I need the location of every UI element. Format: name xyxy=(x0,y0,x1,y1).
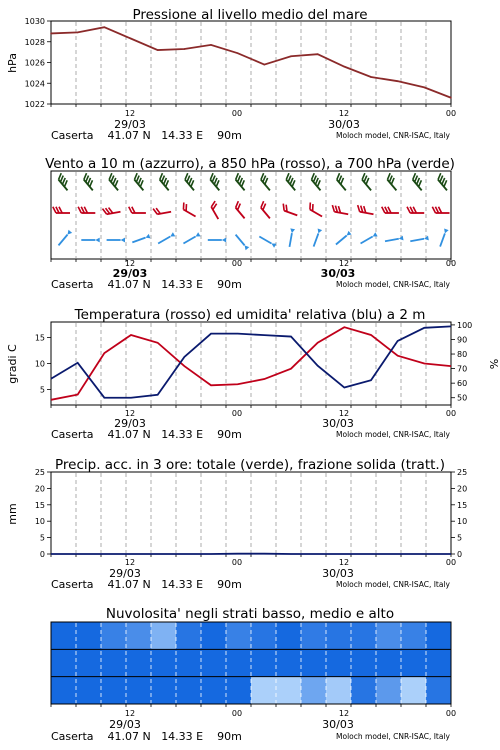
wind-arrow-shaft xyxy=(259,237,271,244)
cloud-cell-medio xyxy=(51,649,77,676)
wind-barb-feather xyxy=(138,178,141,184)
wind-barb-shaft xyxy=(211,207,218,219)
wind-barb-700hpa xyxy=(413,173,422,190)
wind-barb-feather xyxy=(134,173,137,179)
wind-barb-feather xyxy=(442,178,445,184)
wind-barb-feather xyxy=(166,180,169,186)
pressure-point xyxy=(50,33,52,35)
wind-barb-feather xyxy=(113,178,116,184)
wind-arrow-head xyxy=(245,245,250,250)
wind-barb-feather xyxy=(341,178,344,184)
date-label: 30/03 xyxy=(322,718,354,731)
precip-plot-area xyxy=(35,468,467,559)
precip-right-y-tick-label: 25 xyxy=(457,468,468,477)
wind-barb-feather xyxy=(389,176,392,182)
wind-barb-feather xyxy=(358,205,360,212)
wind-barb-700hpa xyxy=(312,173,321,190)
x-tick-label: 12 xyxy=(124,259,136,268)
wind-barb-700hpa xyxy=(84,173,93,190)
cloud-plot-area xyxy=(51,622,452,707)
wind-barb-850hpa xyxy=(358,205,374,214)
wind-barb-shaft xyxy=(284,211,297,216)
wind-barb-700hpa xyxy=(261,173,270,190)
wind-barb-feather xyxy=(212,176,215,182)
x-tick-label: 12 xyxy=(124,558,136,567)
precip-right-y-tick-label: 10 xyxy=(457,517,468,527)
station-location: Caserta 41.07 N 14.33 E 90m xyxy=(51,428,242,441)
wind-barb-feather xyxy=(263,176,266,182)
wind-barb-700hpa xyxy=(387,173,396,190)
cloud-cell-medio xyxy=(351,649,377,676)
x-tick-label: 00 xyxy=(445,558,457,567)
pressure-point xyxy=(317,53,319,55)
pressure-plot-area xyxy=(25,17,452,109)
cloud-cell-alto xyxy=(126,622,152,649)
wind-barb-850hpa xyxy=(283,204,297,216)
wind-barb-feather xyxy=(364,176,367,182)
wind-arrow-head xyxy=(196,232,201,236)
wind-barb-850hpa xyxy=(261,201,270,218)
wind-arrow-shaft xyxy=(385,239,399,241)
wind-barb-700hpa xyxy=(160,173,169,190)
wind-barb-feather xyxy=(332,205,334,212)
humidity-y-tick-label: 90 xyxy=(457,335,468,345)
cloud-cell-medio xyxy=(76,649,102,676)
pressure-y-tick-label: 1022 xyxy=(24,100,45,109)
wind-arrow-head xyxy=(170,232,175,236)
x-tick-label: 00 xyxy=(231,409,243,418)
x-tick-label: 12 xyxy=(338,709,350,718)
wind-barb-feather xyxy=(290,178,293,184)
cloud-x-axis xyxy=(51,709,456,743)
cloud-cell-alto xyxy=(176,622,202,649)
wind-barb-10m xyxy=(259,237,276,248)
cloud-cell-medio xyxy=(251,649,277,676)
cloud-cell-alto xyxy=(101,622,127,649)
station-location: Caserta 41.07 N 14.33 E 90m xyxy=(51,578,242,591)
pressure-point xyxy=(370,76,372,78)
wind-barb-850hpa xyxy=(211,201,218,219)
cloud-cell-basso xyxy=(226,677,252,704)
wind-barb-feather xyxy=(438,173,441,179)
date-label: 29/03 xyxy=(114,118,146,131)
wind-barb-feather xyxy=(216,180,219,186)
pressure-point xyxy=(237,52,239,54)
wind-barb-850hpa xyxy=(332,205,348,214)
wind-barb-feather xyxy=(286,205,287,212)
wind-barb-feather xyxy=(417,178,420,184)
precip-y-tick-label: 20 xyxy=(34,484,45,494)
wind-barb-feather xyxy=(164,178,167,184)
wind-barb-feather xyxy=(88,178,91,184)
wind-barb-feather xyxy=(214,178,217,184)
humidity-y-tick-label: 70 xyxy=(457,364,468,374)
wind-barb-10m xyxy=(440,228,449,246)
cloud-cell-alto xyxy=(301,622,327,649)
cloud-cell-medio xyxy=(201,649,227,676)
cloud-cell-medio xyxy=(401,649,427,676)
cloud-cell-medio xyxy=(326,649,352,676)
wind-barb-feather xyxy=(111,176,114,182)
wind-arrow-shaft xyxy=(236,235,245,246)
cloud-cell-alto xyxy=(51,622,77,649)
wind-barb-feather xyxy=(366,178,369,184)
cloud-cell-medio xyxy=(226,649,252,676)
wind-barb-850hpa xyxy=(102,208,120,215)
wind-barb-850hpa xyxy=(129,207,146,213)
cloud-cell-basso xyxy=(401,677,427,704)
precip-x-axis xyxy=(51,558,456,591)
cloud-cell-basso xyxy=(76,677,102,704)
x-tick-label: 12 xyxy=(338,558,350,567)
cloud-cell-basso xyxy=(201,677,227,704)
date-label: 30/03 xyxy=(322,567,354,580)
wind-barb-feather xyxy=(413,173,416,179)
wind-arrow-head xyxy=(424,236,429,241)
x-tick-label: 12 xyxy=(124,709,136,718)
wind-arrow-shaft xyxy=(59,235,68,246)
pressure-point xyxy=(130,38,132,40)
humidity-y-tick-label: 100 xyxy=(457,320,473,330)
date-label: 30/03 xyxy=(322,417,354,430)
cloud-cell-basso xyxy=(51,677,77,704)
wind-barb-feather xyxy=(86,176,89,182)
wind-barb-feather xyxy=(236,173,239,179)
pressure-point xyxy=(77,32,79,34)
wind-arrow-head xyxy=(318,228,323,233)
wind-barb-feather xyxy=(339,176,342,182)
wind-barb-10m xyxy=(59,230,73,246)
wind-barb-10m xyxy=(183,232,200,243)
wind-plot-area xyxy=(51,171,451,262)
wind-arrow-head xyxy=(145,234,150,239)
wind-barb-feather xyxy=(136,176,139,182)
cloud-cell-alto xyxy=(376,622,402,649)
wind-barb-10m xyxy=(208,238,226,243)
wind-barb-feather xyxy=(210,173,213,179)
pressure-frame xyxy=(51,21,451,104)
wind-barb-shaft xyxy=(310,210,322,217)
cloud-cell-basso xyxy=(376,677,402,704)
cloud-cell-alto xyxy=(151,622,177,649)
wind-barb-700hpa xyxy=(438,173,447,190)
x-tick-label: 00 xyxy=(231,109,243,118)
wind-barb-feather xyxy=(265,178,268,184)
cloud-cell-alto xyxy=(351,622,377,649)
wind-title: Vento a 10 m (azzurro), a 850 hPa (rosso), a 700 hPa (verde) xyxy=(45,156,455,172)
temperature-plot-area xyxy=(35,321,472,408)
date-label: 29/03 xyxy=(112,267,148,280)
date-label: 29/03 xyxy=(109,567,141,580)
wind-barb-shaft xyxy=(261,208,270,219)
wind-barb-feather xyxy=(283,204,284,211)
wind-arrow-shaft xyxy=(158,237,170,244)
wind-barb-10m xyxy=(81,238,99,243)
wind-barb-700hpa xyxy=(337,173,346,190)
wind-barb-feather xyxy=(444,180,447,186)
wind-barb-feather xyxy=(109,173,112,179)
wind-barb-feather xyxy=(440,176,443,182)
humidity-y-tick-label: 60 xyxy=(457,379,468,389)
date-label: 30/03 xyxy=(320,267,356,280)
x-tick-label: 00 xyxy=(445,259,457,268)
cloud-cell-basso xyxy=(176,677,202,704)
wind-barb-feather xyxy=(185,173,188,179)
wind-barb-feather xyxy=(387,173,390,179)
wind-barb-feather xyxy=(64,180,67,186)
x-tick-label: 00 xyxy=(445,409,457,418)
pressure-y-tick-label: 1026 xyxy=(24,58,45,68)
wind-barb-feather xyxy=(240,178,243,184)
wind-barb-10m xyxy=(132,234,150,243)
precip-title: Precip. acc. in 3 ore: totale (verde), frazione solida (tratt.) xyxy=(55,457,445,473)
cloud-cell-basso xyxy=(151,677,177,704)
wind-barb-feather xyxy=(187,176,190,182)
cloud-cell-alto xyxy=(251,622,277,649)
wind-barb-feather xyxy=(292,180,295,186)
wind-barb-shaft xyxy=(183,210,195,217)
wind-barb-feather xyxy=(62,178,65,184)
x-tick-label: 00 xyxy=(231,558,243,567)
wind-barb-feather xyxy=(238,176,241,182)
wind-arrow-head xyxy=(67,230,72,235)
wind-barb-feather xyxy=(261,201,264,207)
x-tick-label: 00 xyxy=(231,709,243,718)
station-location: Caserta 41.07 N 14.33 E 90m xyxy=(51,129,242,142)
wind-barb-850hpa xyxy=(432,207,449,213)
pressure-point xyxy=(344,66,346,68)
station-location: Caserta 41.07 N 14.33 E 90m xyxy=(51,730,242,743)
wind-barb-feather xyxy=(59,173,62,179)
wind-barb-feather xyxy=(160,173,163,179)
wind-barb-feather xyxy=(162,176,165,182)
wind-barb-850hpa xyxy=(310,203,322,217)
pressure-x-axis xyxy=(51,109,456,142)
precip-right-y-tick-label: 0 xyxy=(457,550,463,559)
wind-barb-10m xyxy=(361,232,378,243)
cloud-cell-basso xyxy=(251,677,277,704)
cloud-cell-basso xyxy=(301,677,327,704)
temperature-title: Temperatura (rosso) ed umidita' relativa (blu) a 2 m xyxy=(74,307,426,323)
precip-ylabel: mm xyxy=(6,503,19,525)
pressure-point xyxy=(157,49,159,51)
x-tick-label: 12 xyxy=(338,259,350,268)
wind-barb-850hpa xyxy=(407,207,424,213)
wind-barb-feather xyxy=(312,173,315,179)
cloud-cell-alto xyxy=(276,622,302,649)
cloud-cell-medio xyxy=(426,649,452,676)
pressure-point xyxy=(210,44,212,46)
wind-barb-feather xyxy=(90,180,93,186)
wind-barb-850hpa xyxy=(382,207,399,213)
precip-y-tick-label: 5 xyxy=(39,533,45,543)
wind-arrow-head xyxy=(121,238,125,243)
cloud-cell-alto xyxy=(401,622,427,649)
wind-barb-feather xyxy=(242,180,245,186)
precip-right-y-tick-label: 5 xyxy=(457,533,463,543)
date-label: 30/03 xyxy=(328,118,360,131)
cloud-cell-basso xyxy=(351,677,377,704)
wind-barb-feather xyxy=(191,180,194,186)
model-credit: Moloch model, CNR-ISAC, Italy xyxy=(336,580,450,589)
precip-right-y-tick-label: 20 xyxy=(457,484,468,494)
precip-y-tick-label: 15 xyxy=(34,500,45,510)
wind-barb-feather xyxy=(84,173,87,179)
wind-barb-700hpa xyxy=(134,173,143,190)
x-tick-label: 00 xyxy=(231,259,243,268)
precip-frame xyxy=(51,472,451,554)
cloud-cell-medio xyxy=(126,649,152,676)
humidity-y-tick-label: 80 xyxy=(457,350,468,360)
wind-arrow-shaft xyxy=(314,233,319,246)
wind-barb-10m xyxy=(158,232,175,243)
wind-barb-feather xyxy=(189,178,192,184)
precip-y-tick-label: 10 xyxy=(34,517,45,527)
wind-barb-feather xyxy=(415,176,418,182)
cloud-cell-medio xyxy=(376,649,402,676)
model-credit: Moloch model, CNR-ISAC, Italy xyxy=(336,131,450,140)
wind-barb-850hpa xyxy=(53,207,70,213)
temperature-y-tick-label: 15 xyxy=(34,333,45,343)
wind-arrow-head xyxy=(222,238,226,243)
wind-barb-850hpa xyxy=(153,208,171,214)
cloud-cell-alto xyxy=(326,622,352,649)
pressure-point xyxy=(290,55,292,57)
wind-arrow-shaft xyxy=(289,233,291,247)
cloud-cell-alto xyxy=(201,622,227,649)
x-tick-label: 12 xyxy=(338,109,350,118)
wind-barb-feather xyxy=(362,173,365,179)
pressure-point xyxy=(450,97,452,99)
cloud-cell-medio xyxy=(301,649,327,676)
wind-arrow-head xyxy=(290,228,295,233)
wind-barb-10m xyxy=(236,235,250,251)
wind-arrow-head xyxy=(373,232,378,236)
x-tick-label: 00 xyxy=(445,709,457,718)
pressure-y-tick-label: 1028 xyxy=(24,37,45,47)
wind-barb-700hpa xyxy=(236,173,245,190)
cloud-cell-basso xyxy=(326,677,352,704)
wind-arrow-head xyxy=(95,238,99,243)
wind-barb-700hpa xyxy=(210,173,219,190)
wind-barb-10m xyxy=(107,238,125,243)
wind-barb-10m xyxy=(314,228,323,246)
cloud-cell-medio xyxy=(276,649,302,676)
pressure-point xyxy=(264,64,266,66)
wind-arrow-shaft xyxy=(410,239,424,241)
wind-barb-700hpa xyxy=(362,173,371,190)
cloud-title: Nuvolosita' negli strati basso, medio e alto xyxy=(105,606,395,622)
wind-barb-850hpa xyxy=(78,207,95,213)
humidity-ylabel: % xyxy=(487,358,500,370)
cloud-cell-medio xyxy=(176,649,202,676)
wind-arrow-shaft xyxy=(132,238,145,243)
date-label: 29/03 xyxy=(114,417,146,430)
wind-arrow-shaft xyxy=(361,237,373,244)
cloud-cell-alto xyxy=(76,622,102,649)
pressure-point xyxy=(397,80,399,82)
pressure-point xyxy=(424,87,426,89)
wind-arrow-shaft xyxy=(183,237,195,244)
wind-barb-feather xyxy=(313,176,316,182)
pressure-point xyxy=(104,26,106,28)
wind-barb-feather xyxy=(337,173,340,179)
wind-x-axis xyxy=(51,259,456,291)
wind-barb-850hpa xyxy=(183,203,195,217)
temperature-y-tick-label: 10 xyxy=(34,359,45,369)
wind-barb-700hpa xyxy=(59,173,68,190)
date-label: 29/03 xyxy=(109,718,141,731)
pressure-title: Pressione al livello medio del mare xyxy=(132,7,368,23)
cloud-cell-basso xyxy=(426,677,452,704)
wind-barb-feather xyxy=(288,176,291,182)
x-tick-label: 12 xyxy=(124,409,136,418)
wind-barb-700hpa xyxy=(185,173,194,190)
wind-barb-feather xyxy=(236,201,239,207)
temperature-x-axis xyxy=(51,409,456,441)
pressure-ylabel: hPa xyxy=(6,53,19,73)
model-credit: Moloch model, CNR-ISAC, Italy xyxy=(336,280,450,289)
precip-y-tick-label: 25 xyxy=(34,468,45,477)
cloud-cell-basso xyxy=(276,677,302,704)
x-tick-label: 12 xyxy=(338,409,350,418)
wind-barb-feather xyxy=(317,180,320,186)
x-tick-label: 12 xyxy=(124,109,136,118)
wind-barb-feather xyxy=(115,180,118,186)
wind-arrow-shaft xyxy=(336,236,347,245)
wind-barb-700hpa xyxy=(109,173,118,190)
station-location: Caserta 41.07 N 14.33 E 90m xyxy=(51,278,242,291)
wind-barb-shaft xyxy=(334,212,348,214)
cloud-cell-medio xyxy=(101,649,127,676)
wind-arrow-shaft xyxy=(440,233,445,246)
wind-barb-feather xyxy=(140,180,143,186)
wind-barb-feather xyxy=(286,173,289,179)
pressure-y-tick-label: 1024 xyxy=(24,79,45,89)
x-tick-label: 00 xyxy=(445,109,457,118)
pressure-y-tick-label: 1030 xyxy=(24,17,45,26)
temperature-y-tick-label: 5 xyxy=(39,385,45,395)
wind-barb-10m xyxy=(289,228,295,247)
wind-barb-feather xyxy=(60,176,63,182)
pressure-point xyxy=(184,48,186,50)
wind-barb-feather xyxy=(238,204,241,210)
model-credit: Moloch model, CNR-ISAC, Italy xyxy=(336,732,450,741)
wind-barb-10m xyxy=(336,231,352,245)
model-credit: Moloch model, CNR-ISAC, Italy xyxy=(336,430,450,439)
cloud-cell-basso xyxy=(126,677,152,704)
wind-barb-700hpa xyxy=(286,173,295,190)
wind-barb-feather xyxy=(315,178,318,184)
precip-right-y-tick-label: 15 xyxy=(457,500,468,510)
humidity-y-tick-label: 50 xyxy=(457,393,468,403)
cloud-cell-medio xyxy=(151,649,177,676)
wind-barb-shaft xyxy=(360,212,374,214)
cloud-cell-basso xyxy=(101,677,127,704)
cloud-cell-alto xyxy=(226,622,252,649)
wind-arrow-head xyxy=(444,228,449,233)
wind-barb-feather xyxy=(263,204,266,210)
precip-y-tick-label: 0 xyxy=(39,550,45,559)
wind-barb-shaft xyxy=(236,208,245,219)
wind-barb-feather xyxy=(419,180,422,186)
wind-barb-feather xyxy=(391,178,394,184)
cloud-cell-alto xyxy=(426,622,452,649)
temperature-ylabel: gradi C xyxy=(6,344,19,384)
wind-barb-850hpa xyxy=(236,201,245,218)
wind-barb-feather xyxy=(261,173,264,179)
